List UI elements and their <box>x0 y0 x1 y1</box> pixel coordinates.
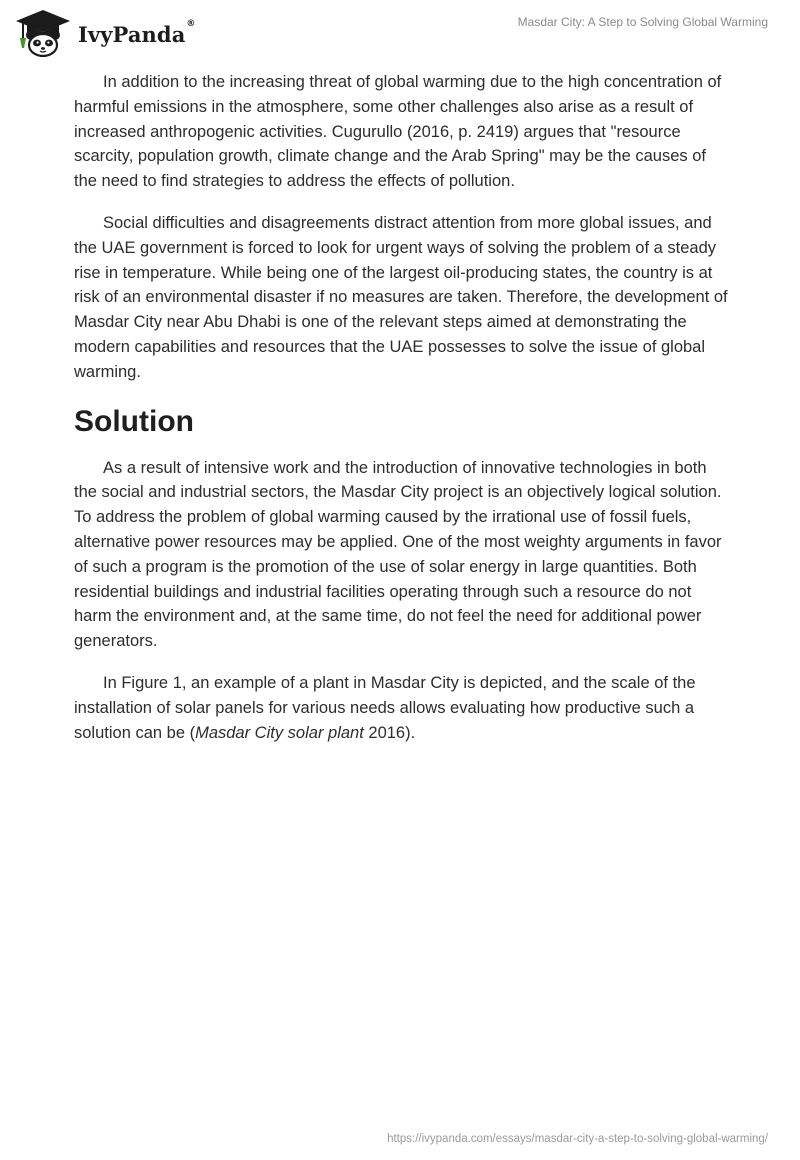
section-heading-solution: Solution <box>74 404 194 438</box>
essay-content <box>74 70 728 762</box>
citation-title: Masdar City solar plant <box>195 723 364 742</box>
paragraph <box>74 671 728 745</box>
paragraph-text: In Figure 1, an example of a plant in Masdar City is depicted, and the scale of the installation of solar panels for various needs allows evaluating how productive such a solution can be ( <box>74 673 696 742</box>
running-title: Masdar City: A Step to Solving Global Warming <box>517 15 768 29</box>
paragraph-text: 2016). <box>363 723 416 742</box>
logo-wordmark <box>78 18 196 47</box>
paragraph: In addition to the increasing threat of global warming due to the high concentration of harmful emissions in the atmosphere, some other challenges also arise as a result of increased anthropogenic activities. Cugurullo (2016, p. 2419) argues that "resource scarcity, population growth, climate change and the Arab Spring" may be the causes of the need to find strategies to address the effects of pollution. <box>74 73 722 191</box>
ivypanda-logo[interactable] <box>14 8 196 58</box>
page-header <box>0 0 800 60</box>
paragraph: Social difficulties and disagreements distract attention from more global issues, and the UAE government is forced to look for urgent ways of solving the problem of a steady rise in temperature. While being one of the largest oil-producing states, the country is at risk of an environmental disaster if no measures are taken. Therefore, the development of Masdar City near Abu Dhabi is one of the relevant steps aimed at demonstrating the modern capabilities and resources that the UAE possesses to solve the issue of global warming. <box>74 213 728 381</box>
logo-name: IvyPanda <box>78 21 186 47</box>
paragraph: As a result of intensive work and the introduction of innovative technologies in both the social and industrial sectors, the Masdar City project is an objectively logical solution. To address the problem of global warming caused by the irrational use of fossil fuels, alternative power resources may be applied. One of the most weighty arguments in favor of such a program is the promotion of the use of solar energy in large quantities. Both residential buildings and industrial facilities operating through such a resource do not harm the environment and, at the same time, do not feel the need for additional power generators. <box>74 458 722 651</box>
source-url[interactable]: https://ivypanda.com/essays/masdar-city-a-step-to-solving-global-warming/ <box>387 1133 768 1145</box>
registered-mark: ® <box>186 18 196 29</box>
panda-graduate-icon <box>14 8 72 58</box>
